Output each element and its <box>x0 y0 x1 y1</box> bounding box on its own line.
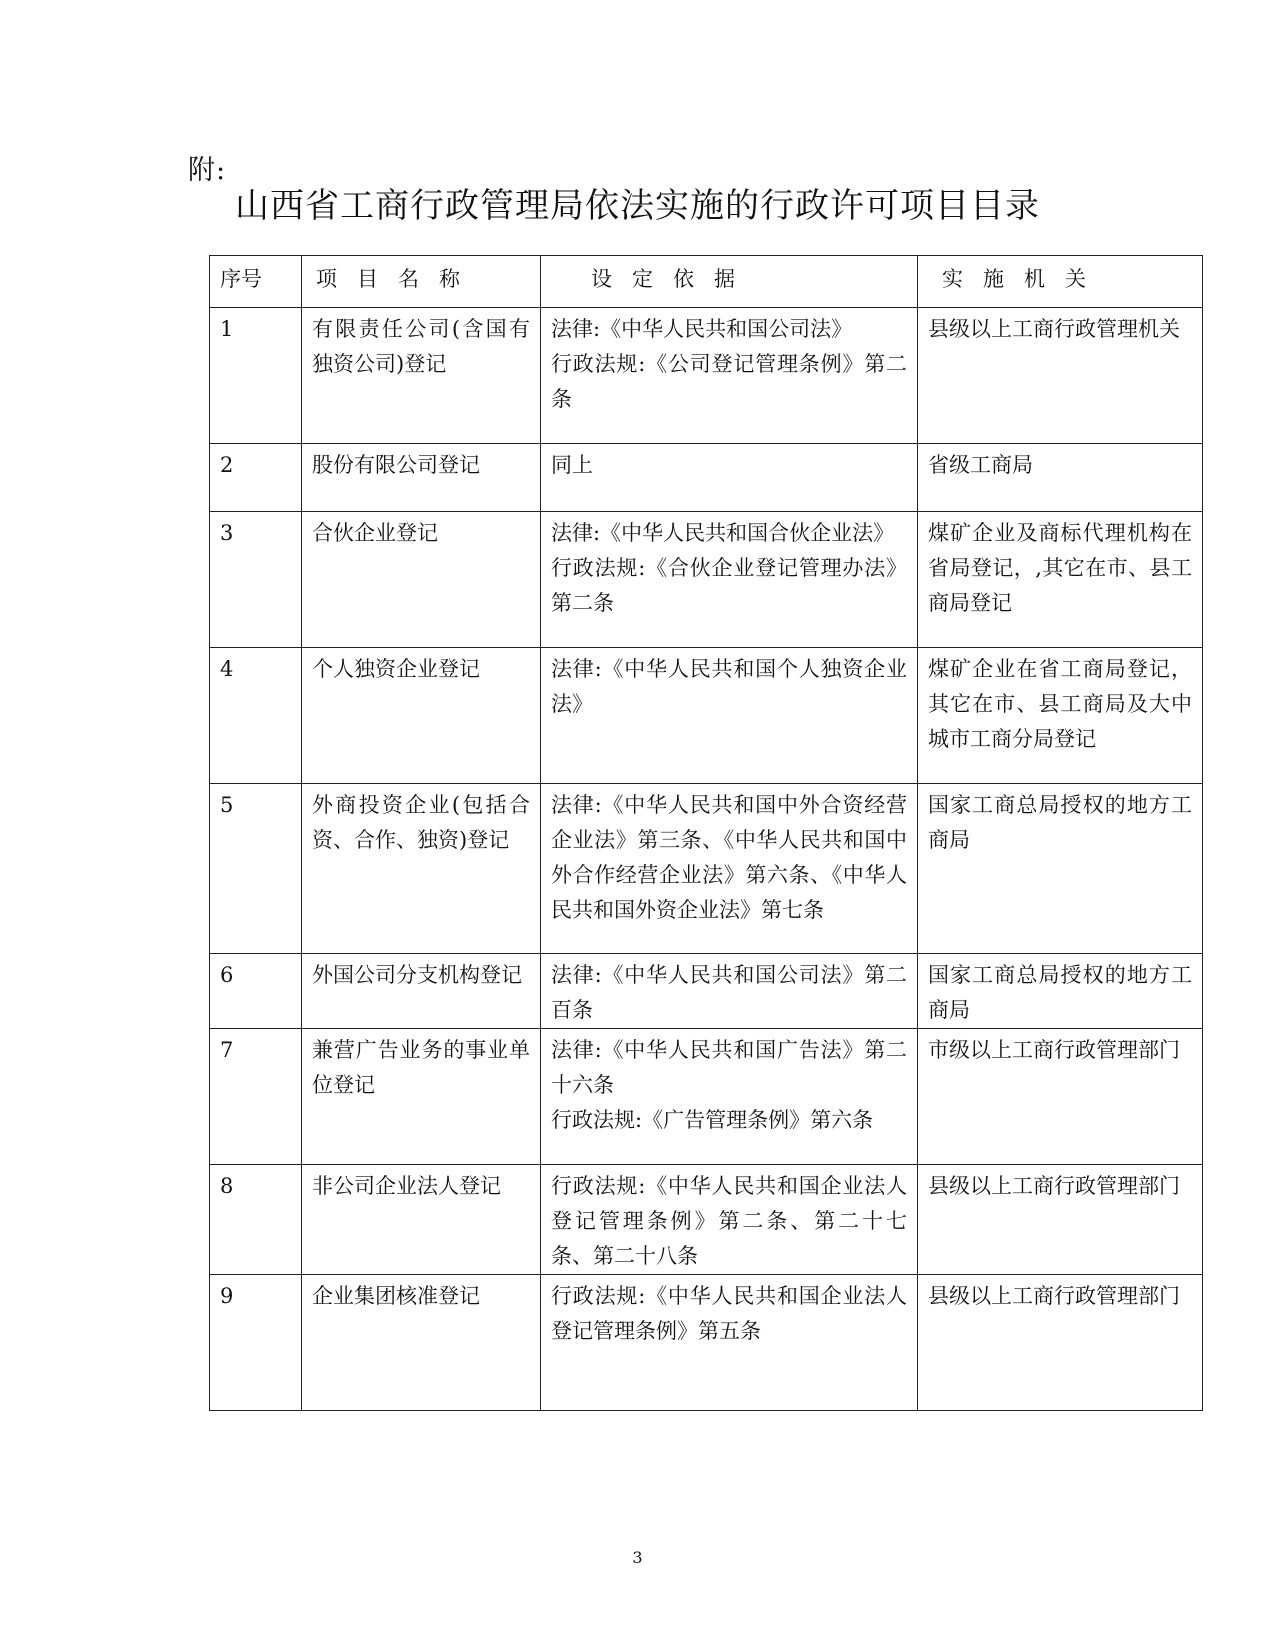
row-number: 5 <box>210 784 302 954</box>
legal-basis-line: 法律:《中华人民共和国公司法》 <box>551 317 853 341</box>
table-row <box>210 512 1203 648</box>
item-name: 外商投资企业(包括合资、合作、独资)登记 <box>302 784 541 954</box>
implementing-authority: 省级工商局 <box>918 444 1203 512</box>
legal-basis <box>541 954 918 1029</box>
legal-basis <box>541 1029 918 1165</box>
item-name: 个人独资企业登记 <box>302 648 541 784</box>
row-number: 8 <box>210 1165 302 1275</box>
legal-basis-line: 法律:《中华人民共和国公司法》第二百条 <box>551 963 907 1022</box>
legal-basis-line: 行政法规:《广告管理条例》第六条 <box>551 1108 874 1132</box>
implementing-authority: 国家工商总局授权的地方工商局 <box>918 954 1203 1029</box>
legal-basis-line: 法律:《中华人民共和国广告法》第二十六条 <box>551 1038 907 1097</box>
implementing-authority: 市级以上工商行政管理部门 <box>918 1029 1203 1165</box>
table-header-row <box>210 256 1203 308</box>
legal-basis-line: 法律:《中华人民共和国个人独资企业法》 <box>551 657 907 716</box>
legal-basis-line: 行政法规:《公司登记管理条例》第二条 <box>551 352 907 411</box>
item-name: 外国公司分支机构登记 <box>302 954 541 1029</box>
table-row <box>210 954 1203 1029</box>
row-number: 3 <box>210 512 302 648</box>
row-number: 2 <box>210 444 302 512</box>
row-number: 1 <box>210 308 302 444</box>
implementing-authority: 县级以上工商行政管理机关 <box>918 308 1203 444</box>
table-row <box>210 784 1203 954</box>
header-item-name: 项目名称 <box>302 256 541 308</box>
table-row <box>210 444 1203 512</box>
table-row <box>210 1165 1203 1275</box>
legal-basis <box>541 308 918 444</box>
item-name: 合伙企业登记 <box>302 512 541 648</box>
page-number: 3 <box>632 1548 643 1567</box>
implementing-authority: 国家工商总局授权的地方工商局 <box>918 784 1203 954</box>
header-legal-basis: 设定依据 <box>541 256 918 308</box>
legal-basis-line: 行政法规:《中华人民共和国企业法人登记管理条例》第二条、第二十七条、第二十八条 <box>551 1174 907 1268</box>
row-number: 6 <box>210 954 302 1029</box>
attachment-label: 附: <box>188 155 227 186</box>
table-row <box>210 1029 1203 1165</box>
item-name: 企业集团核准登记 <box>302 1275 541 1411</box>
legal-basis-line: 法律:《中华人民共和国中外合资经营企业法》第三条、《中华人民共和国中外合作经营企业法》第六条、《中华人民共和国外资企业法》第七条 <box>551 793 907 922</box>
license-items-table <box>209 255 1203 1411</box>
legal-basis-line: 法律:《中华人民共和国合伙企业法》 <box>551 521 895 545</box>
legal-basis-line: 同上 <box>551 453 593 477</box>
item-name: 兼营广告业务的事业单位登记 <box>302 1029 541 1165</box>
legal-basis <box>541 1275 918 1411</box>
table-row <box>210 648 1203 784</box>
header-authority: 实施机关 <box>918 256 1203 308</box>
implementing-authority: 煤矿企业在省工商局登记，其它在市、县工商局及大中城市工商分局登记 <box>918 648 1203 784</box>
row-number: 9 <box>210 1275 302 1411</box>
legal-basis <box>541 1165 918 1275</box>
legal-basis-line: 行政法规:《中华人民共和国企业法人登记管理条例》第五条 <box>551 1284 907 1343</box>
legal-basis <box>541 512 918 648</box>
item-name: 股份有限公司登记 <box>302 444 541 512</box>
legal-basis <box>541 784 918 954</box>
implementing-authority: 煤矿企业及商标代理机构在省局登记，,其它在市、县工商局登记 <box>918 512 1203 648</box>
table-row <box>210 308 1203 444</box>
legal-basis <box>541 648 918 784</box>
document-title: 山西省工商行政管理局依法实施的行政许可项目目录 <box>235 186 1040 226</box>
row-number: 7 <box>210 1029 302 1165</box>
implementing-authority: 县级以上工商行政管理部门 <box>918 1165 1203 1275</box>
row-number: 4 <box>210 648 302 784</box>
header-no: 序号 <box>210 256 302 308</box>
table-row <box>210 1275 1203 1411</box>
legal-basis-line: 行政法规:《合伙企业登记管理办法》第二条 <box>551 556 907 615</box>
legal-basis <box>541 444 918 512</box>
implementing-authority: 县级以上工商行政管理部门 <box>918 1275 1203 1411</box>
item-name: 非公司企业法人登记 <box>302 1165 541 1275</box>
item-name: 有限责任公司(含国有独资公司)登记 <box>302 308 541 444</box>
